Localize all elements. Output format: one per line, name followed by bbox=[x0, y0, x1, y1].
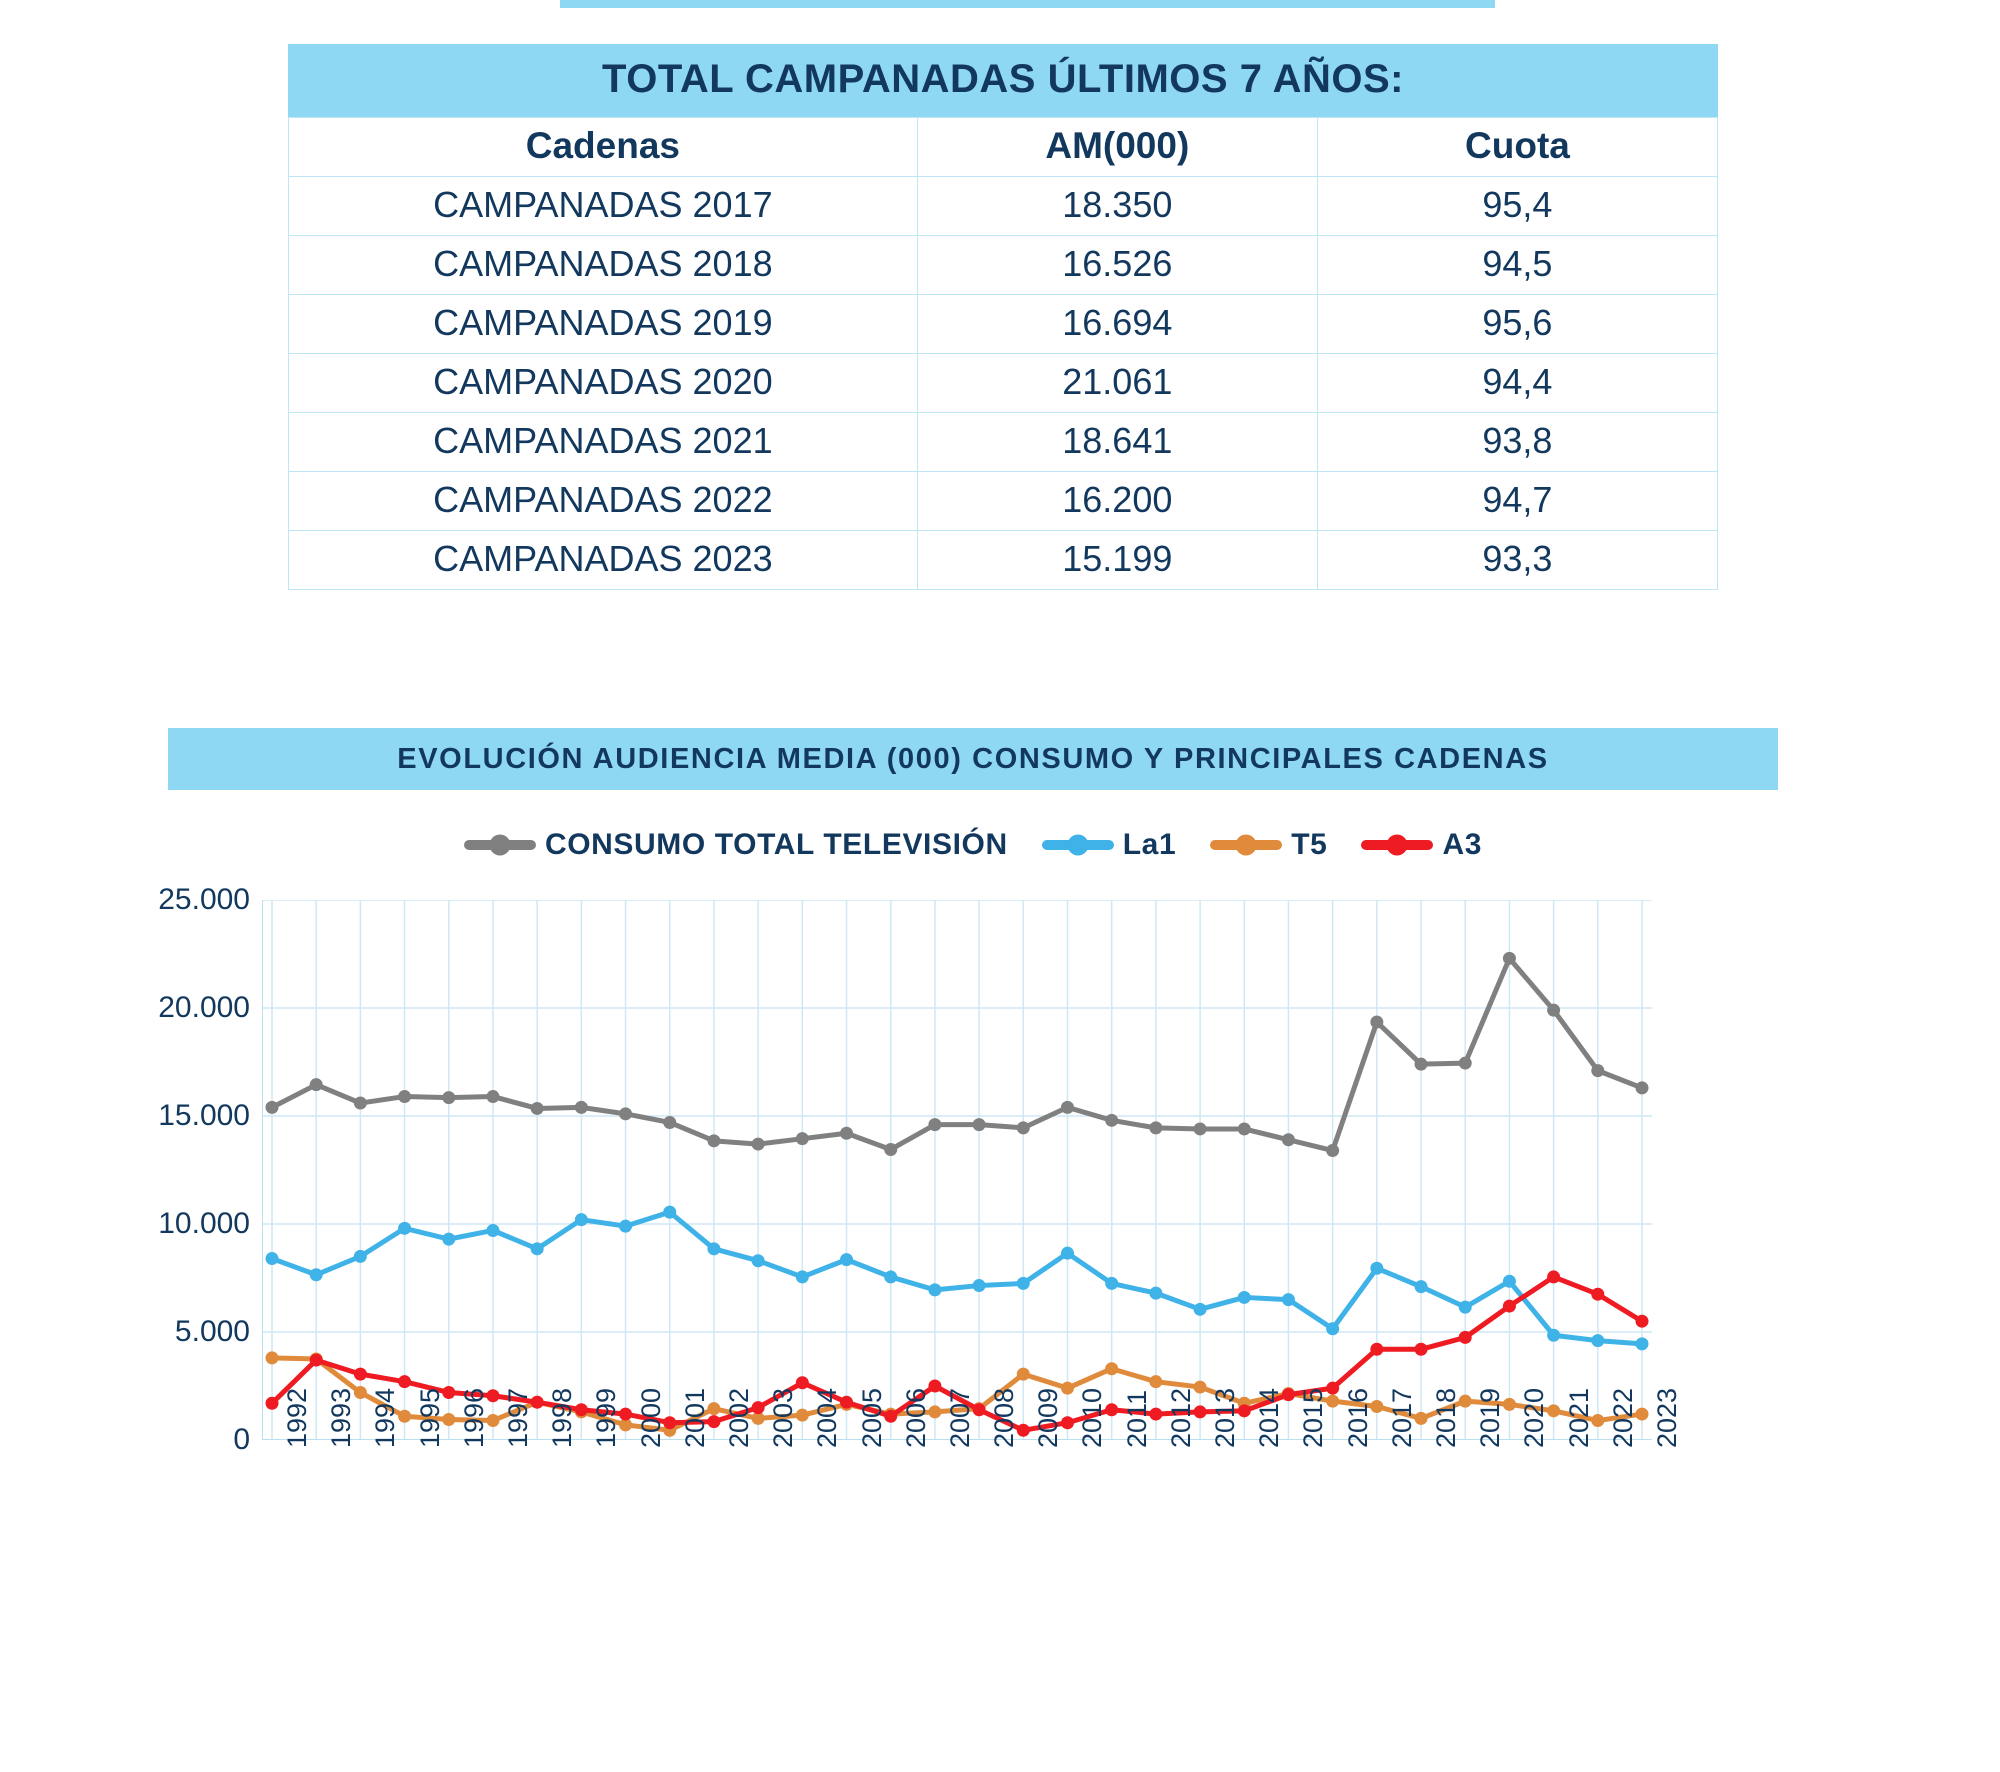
cell-cuota: 94,4 bbox=[1317, 354, 1717, 413]
cell-am: 15.199 bbox=[917, 531, 1317, 590]
x-tick-label: 1992 bbox=[282, 1387, 312, 1448]
table-row bbox=[289, 295, 1718, 354]
series-point bbox=[1503, 952, 1516, 965]
chart-svg bbox=[262, 900, 1652, 1440]
series-point bbox=[1061, 1101, 1074, 1114]
series-point bbox=[1547, 1329, 1560, 1342]
series-point bbox=[1149, 1287, 1162, 1300]
x-tick-label: 2018 bbox=[1431, 1387, 1462, 1448]
column-header-cuota: Cuota bbox=[1317, 118, 1717, 177]
legend-label: CONSUMO TOTAL TELEVISIÓN bbox=[544, 828, 1008, 861]
series-point bbox=[1238, 1122, 1251, 1135]
y-tick-label: 20.000 bbox=[158, 991, 250, 1024]
series-point bbox=[1459, 1057, 1472, 1070]
x-tick-label: 2006 bbox=[900, 1387, 931, 1448]
y-tick-label: 5.000 bbox=[174, 1315, 250, 1348]
series-point bbox=[1194, 1303, 1207, 1316]
series-point bbox=[752, 1254, 765, 1267]
campanadas-table-container bbox=[288, 44, 1718, 590]
series-point bbox=[354, 1368, 367, 1381]
x-tick-label: 2005 bbox=[856, 1387, 887, 1448]
series-point bbox=[398, 1375, 411, 1388]
x-tick-label: 2000 bbox=[635, 1387, 666, 1448]
series-point bbox=[486, 1090, 499, 1103]
series-point bbox=[1591, 1334, 1604, 1347]
series-point bbox=[796, 1132, 809, 1145]
series-point bbox=[354, 1250, 367, 1263]
legend-item bbox=[1361, 828, 1482, 862]
series-point bbox=[1591, 1064, 1604, 1077]
campanadas-table bbox=[288, 44, 1718, 590]
y-tick-label: 25.000 bbox=[158, 883, 250, 916]
table-title: TOTAL CAMPANADAS ÚLTIMOS 7 AÑOS: bbox=[288, 44, 1718, 117]
series-point bbox=[1547, 1004, 1560, 1017]
series-point bbox=[1459, 1301, 1472, 1314]
cell-cuota: 93,8 bbox=[1317, 413, 1717, 472]
column-header-cadenas: Cadenas bbox=[289, 118, 918, 177]
series-point bbox=[663, 1116, 676, 1129]
x-tick-label: 2014 bbox=[1254, 1387, 1285, 1448]
legend-label: La1 bbox=[1122, 828, 1177, 861]
series-point bbox=[266, 1351, 279, 1364]
x-tick-label: 2019 bbox=[1475, 1387, 1506, 1448]
cell-am: 16.694 bbox=[917, 295, 1317, 354]
series-point bbox=[1282, 1133, 1295, 1146]
table-row bbox=[289, 177, 1718, 236]
series-point bbox=[1370, 1343, 1383, 1356]
series-point bbox=[354, 1097, 367, 1110]
series-point bbox=[310, 1268, 323, 1281]
series-point bbox=[840, 1253, 853, 1266]
series-point bbox=[266, 1101, 279, 1114]
table-header-row bbox=[289, 118, 1718, 177]
series-point bbox=[1017, 1121, 1030, 1134]
cell-cuota: 94,5 bbox=[1317, 236, 1717, 295]
series-point bbox=[840, 1127, 853, 1140]
legend-label: T5 bbox=[1291, 828, 1328, 861]
legend-swatch-icon bbox=[464, 840, 536, 850]
cell-am: 21.061 bbox=[917, 354, 1317, 413]
series-point bbox=[1415, 1280, 1428, 1293]
series-point bbox=[310, 1078, 323, 1091]
series-point bbox=[884, 1270, 897, 1283]
legend-swatch-icon bbox=[1042, 840, 1114, 850]
series-point bbox=[1459, 1331, 1472, 1344]
series-point bbox=[1636, 1081, 1649, 1094]
y-tick-label: 10.000 bbox=[158, 1207, 250, 1240]
series-point bbox=[707, 1242, 720, 1255]
x-tick-label: 2023 bbox=[1652, 1387, 1682, 1448]
cell-am: 18.641 bbox=[917, 413, 1317, 472]
series-point bbox=[266, 1252, 279, 1265]
series-point bbox=[575, 1213, 588, 1226]
series-line bbox=[272, 1212, 1642, 1344]
x-tick-label: 2011 bbox=[1121, 1389, 1152, 1448]
chart-canvas bbox=[262, 900, 1652, 1440]
y-axis-labels bbox=[90, 883, 250, 1456]
legend-swatch-icon bbox=[1361, 840, 1433, 850]
top-accent-bar bbox=[560, 0, 1495, 8]
legend-item bbox=[1210, 828, 1327, 862]
x-tick-label: 2009 bbox=[1033, 1387, 1064, 1448]
y-tick-label: 15.000 bbox=[158, 1099, 250, 1132]
table-row bbox=[289, 354, 1718, 413]
cell-cuota: 94,7 bbox=[1317, 472, 1717, 531]
x-tick-label: 1995 bbox=[414, 1387, 445, 1448]
table-row bbox=[289, 236, 1718, 295]
series-point bbox=[1149, 1121, 1162, 1134]
series-point bbox=[1017, 1368, 1030, 1381]
series-point bbox=[663, 1206, 676, 1219]
cell-cuota: 95,4 bbox=[1317, 177, 1717, 236]
table-row bbox=[289, 531, 1718, 590]
x-tick-label: 2010 bbox=[1077, 1387, 1108, 1448]
x-tick-label: 2002 bbox=[723, 1387, 754, 1448]
legend-label: A3 bbox=[1442, 828, 1483, 861]
x-tick-label: 1999 bbox=[591, 1387, 622, 1448]
series-line bbox=[272, 958, 1642, 1150]
series-point bbox=[707, 1134, 720, 1147]
series-point bbox=[973, 1118, 986, 1131]
cell-cuota: 93,3 bbox=[1317, 531, 1717, 590]
series-point bbox=[1547, 1270, 1560, 1283]
cell-cadena: CAMPANADAS 2018 bbox=[289, 236, 918, 295]
series-point bbox=[796, 1270, 809, 1283]
x-tick-label: 1996 bbox=[458, 1387, 489, 1448]
y-tick-label: 0 bbox=[233, 1423, 250, 1456]
series-point bbox=[531, 1102, 544, 1115]
x-tick-label: 2001 bbox=[679, 1387, 710, 1448]
series-point bbox=[1282, 1293, 1295, 1306]
series-point bbox=[1194, 1122, 1207, 1135]
series-point bbox=[1503, 1275, 1516, 1288]
series-point bbox=[575, 1101, 588, 1114]
x-tick-label: 2004 bbox=[812, 1387, 843, 1448]
series-point bbox=[398, 1222, 411, 1235]
cell-cadena: CAMPANADAS 2022 bbox=[289, 472, 918, 531]
x-tick-label: 1998 bbox=[547, 1387, 578, 1448]
series-point bbox=[884, 1143, 897, 1156]
legend-item bbox=[464, 828, 1008, 862]
series-point bbox=[1105, 1362, 1118, 1375]
x-tick-label: 2016 bbox=[1342, 1387, 1373, 1448]
series-point bbox=[531, 1242, 544, 1255]
chart-title: EVOLUCIÓN AUDIENCIA MEDIA (000) CONSUMO Y PRINCIPALES CADENAS bbox=[168, 728, 1778, 790]
series-point bbox=[1370, 1262, 1383, 1275]
cell-cadena: CAMPANADAS 2020 bbox=[289, 354, 918, 413]
table-row bbox=[289, 413, 1718, 472]
x-tick-label: 2020 bbox=[1519, 1387, 1550, 1448]
x-tick-label: 2017 bbox=[1386, 1387, 1417, 1448]
series-point bbox=[1061, 1247, 1074, 1260]
series-point bbox=[486, 1224, 499, 1237]
legend-item bbox=[1042, 828, 1177, 862]
cell-cadena: CAMPANADAS 2023 bbox=[289, 531, 918, 590]
series-point bbox=[973, 1279, 986, 1292]
table-row bbox=[289, 472, 1718, 531]
series-point bbox=[928, 1283, 941, 1296]
cell-am: 16.526 bbox=[917, 236, 1317, 295]
series-point bbox=[1591, 1288, 1604, 1301]
cell-cadena: CAMPANADAS 2017 bbox=[289, 177, 918, 236]
x-tick-label: 1993 bbox=[326, 1387, 357, 1448]
chart-legend bbox=[168, 828, 1778, 862]
series-point bbox=[1415, 1058, 1428, 1071]
x-tick-label: 2003 bbox=[768, 1387, 799, 1448]
series-point bbox=[1415, 1343, 1428, 1356]
series-point bbox=[928, 1118, 941, 1131]
series-point bbox=[619, 1107, 632, 1120]
x-axis-labels bbox=[262, 1387, 1682, 1598]
x-tick-label: 2013 bbox=[1210, 1387, 1241, 1448]
x-tick-label: 2015 bbox=[1298, 1387, 1329, 1448]
series-point bbox=[442, 1233, 455, 1246]
chart-plot-area bbox=[90, 883, 1850, 1520]
cell-am: 18.350 bbox=[917, 177, 1317, 236]
series-point bbox=[266, 1397, 279, 1410]
series-point bbox=[1017, 1277, 1030, 1290]
series-point bbox=[1105, 1277, 1118, 1290]
x-tick-label: 2012 bbox=[1165, 1387, 1196, 1448]
x-tick-label: 1997 bbox=[502, 1387, 533, 1448]
series-point bbox=[1370, 1016, 1383, 1029]
series-point bbox=[1636, 1315, 1649, 1328]
x-tick-label: 2008 bbox=[989, 1387, 1020, 1448]
cell-cadena: CAMPANADAS 2021 bbox=[289, 413, 918, 472]
series-point bbox=[1105, 1114, 1118, 1127]
series-point bbox=[1149, 1375, 1162, 1388]
cell-cadena: CAMPANADAS 2019 bbox=[289, 295, 918, 354]
cell-cuota: 95,6 bbox=[1317, 295, 1717, 354]
cell-am: 16.200 bbox=[917, 472, 1317, 531]
x-tick-label: 2021 bbox=[1563, 1387, 1594, 1448]
series-point bbox=[1636, 1337, 1649, 1350]
x-tick-label: 1994 bbox=[370, 1387, 401, 1448]
series-point bbox=[1503, 1300, 1516, 1313]
column-header-am: AM(000) bbox=[917, 118, 1317, 177]
x-tick-label: 2007 bbox=[944, 1387, 975, 1448]
x-tick-label: 2022 bbox=[1607, 1387, 1638, 1448]
series-point bbox=[1326, 1144, 1339, 1157]
series-point bbox=[1326, 1322, 1339, 1335]
legend-swatch-icon bbox=[1210, 840, 1282, 850]
series-point bbox=[310, 1354, 323, 1367]
series-point bbox=[619, 1220, 632, 1233]
series-point bbox=[1238, 1291, 1251, 1304]
series-point bbox=[442, 1091, 455, 1104]
series-point bbox=[752, 1138, 765, 1151]
series-point bbox=[398, 1090, 411, 1103]
